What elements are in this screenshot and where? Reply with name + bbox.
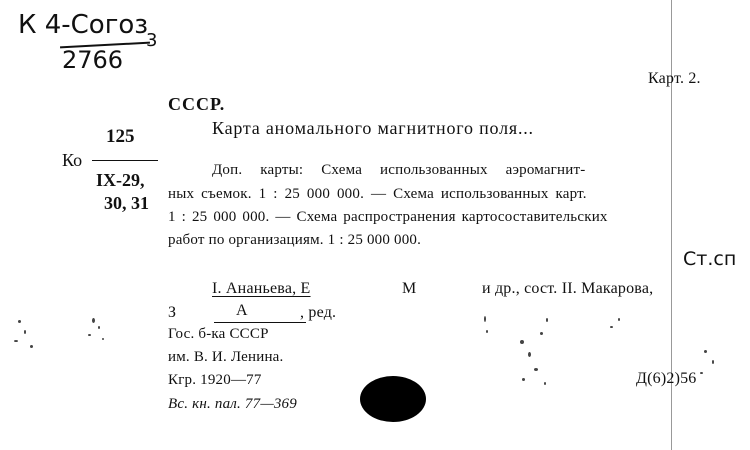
supplement-line-1: Доп. карты: Схема использованных аэромагнит- [212,162,586,178]
shelf-mark-bottom2: 30, 31 [104,193,149,213]
handwritten-right-note: Ст.сп [683,248,737,270]
authors-line2-c: , ред. [300,304,337,321]
card-label: Карт. 2. [648,70,701,87]
authors-line1-a: I. Ананьева, Е [212,280,311,297]
punch-hole [360,376,426,422]
heading: СССР. [168,94,226,114]
title: Карта аномального магнитного поля... [212,118,534,138]
shelf-mark-prefix: Ко [62,150,83,170]
library-line-3: Кгр. 1920—77 [168,372,262,388]
supplement-line-4: работ по организациям. 1 : 25 000 000. [168,232,422,248]
shelf-mark-divider [92,160,158,161]
authors-line2-a: З [168,304,177,321]
supplement-line-2: ных съемок. 1 : 25 000 000. — Схема использованных карт. [168,186,587,202]
authors-line1-c: и др., сост. II. Макарова, [482,280,654,297]
handwritten-k-line: К 4-Согоз [18,10,149,40]
authors-line2-b: А [236,302,248,319]
handwritten-call-number: 2766 [62,46,124,74]
authors-line1-b: М [402,280,417,297]
library-line-1: Гос. б-ка СССР [168,326,269,342]
shelf-mark-bottom1: IX-29, [96,170,145,190]
shelf-mark-top: 125 [106,126,135,147]
library-line-4: Вс. кн. пал. 77—369 [168,396,297,412]
library-line-2: им. В. И. Ленина. [168,349,284,365]
handwritten-call-suffix: 3 [146,30,158,51]
supplement-line-3: 1 : 25 000 000. — Схема распространения картосоставительских [168,209,608,225]
authors-line2-underline [214,322,306,323]
right-code: Д(6)2)56 [636,370,697,387]
